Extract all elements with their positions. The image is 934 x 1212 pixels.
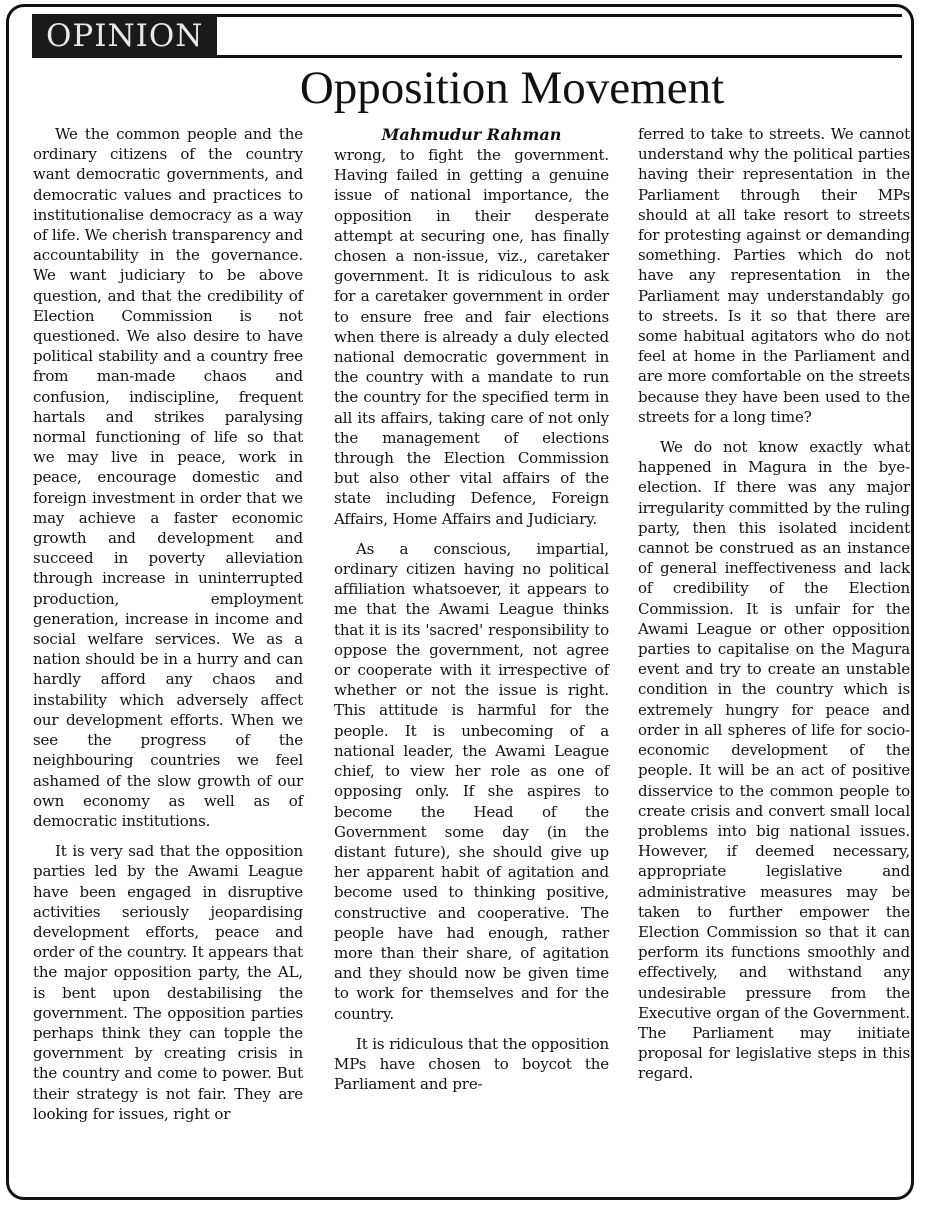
paragraph: We do not know exactly what happened in Magura in the bye-election. If there was any major irregularity committed by the ruling party, then this isolated incident cannot be construed as an instance of general ineffectiveness and lack of credibility of the Election Commission. It is unfair for the Awami League or other opposition parties to capitalise on the Magura event and try to create an unstable condition in the country which is extremely hungry for peace and order in all spheres of life for socio-economic development of the people. It will be an act of positive disservice to the common people to create crisis and convert small local problems into big national issues. However, if deemed necessary, appropriate legislative and administrative measures may be taken to further empower the Election Commission so that it can perform its functions smoothly and effectively, and withstand any undesirable pressure from the Executive organ of the Government. The Parliament may initiate proposal for legislative steps in this regard. bbox=[638, 438, 910, 1083]
paragraph: It is ridiculous that the opposition MPs have chosen to boycot the Parliament and pre- bbox=[334, 1034, 610, 1094]
column-2 bbox=[334, 145, 609, 1094]
paragraph: It is very sad that the opposition parties led by the Awami League have been engaged in disruptive activities seriously jeopardising development efforts, peace and order of the country. It appears that the major opposition party, the AL, is bent upon destabilising the government. The opposition parties perhaps think they can topple the government by creating crisis in the country and come to power. But their strategy is not fair. They are looking for issues, right or bbox=[33, 842, 303, 1123]
headline: Opposition Movement bbox=[299, 62, 725, 114]
section-label: OPINION bbox=[32, 14, 217, 58]
column-1 bbox=[33, 124, 303, 1124]
paragraph: wrong, to fight the government. Having failed in getting a genuine issue of national importance, the opposition in their desperate attempt at securing one, has finally chosen a non-issue, viz., caretaker government. It is ridiculous to ask for a caretaker government in order to ensure free and fair elections when there is already a duly elected national democratic government in the country with a mandate to run the country for the specified term in all its affairs, taking care of not only the management of elections through the Election Commission but also other vital affairs of the state including Defence, Foreign Affairs, Home Affairs and Judiciary. bbox=[334, 146, 609, 528]
paragraph: As a conscious, impartial, ordinary citizen having no political affiliation whatsoever, it appears to me that the Awami League thinks that it is its 'sacred' responsibility to oppose the government, not agree or cooperate with it irrespective of whether or not the issue is right. This attitude is harmful for the people. It is unbecoming of a national leader, the Awami League chief, to view her role as one of opposing only. If she aspires to become the Head of the Government some day (in the distant future), she should give up her apparent habit of agitation and become used to thinking positive, constructive and cooperative. The people have had enough, rather more than their share, of agitation and they should now be given time to work for themselves and for the country. bbox=[334, 539, 609, 1023]
section-rule bbox=[217, 14, 902, 58]
column-3 bbox=[638, 124, 910, 1084]
paragraph: ferred to take to streets. We cannot understand why the political parties having their representation in the Parliament through their MPs should at all take resort to streets for protesting against or demanding something. Parties which do not have any representation in the Parliament may understandably go to streets. Is it so that there are some habitual agitators who do not feel at home in the Parliament and are more comfortable on the streets because they have been used to the streets for a long time? bbox=[638, 125, 910, 426]
byline: Mahmudur Rahman bbox=[381, 125, 562, 144]
paragraph: We the common people and the ordinary citizens of the country want democratic governments, and democratic values and practices to institutionalise democracy as a way of life. We cherish transparency and accountability in the governance. We want judiciary to be above question, and that the credibility of Election Commission is not questioned. We also desire to have political stability and a country free from man-made chaos and confusion, indiscipline, frequent hartals and strikes paralysing normal functioning of life so that we may live in peace, work in peace, encourage domestic and foreign investment in order that we may achieve a faster economic growth and development and succeed in poverty alleviation through increase in uninterrupted production, employment generation, increase in income and social welfare services. We as a nation should be in a hurry and can hardly afford any chaos and instability which adversely affect our development efforts. When we see the progress of the neighbouring countries we feel ashamed of the slow growth of our own economy as well as of democratic institutions. bbox=[33, 125, 303, 830]
